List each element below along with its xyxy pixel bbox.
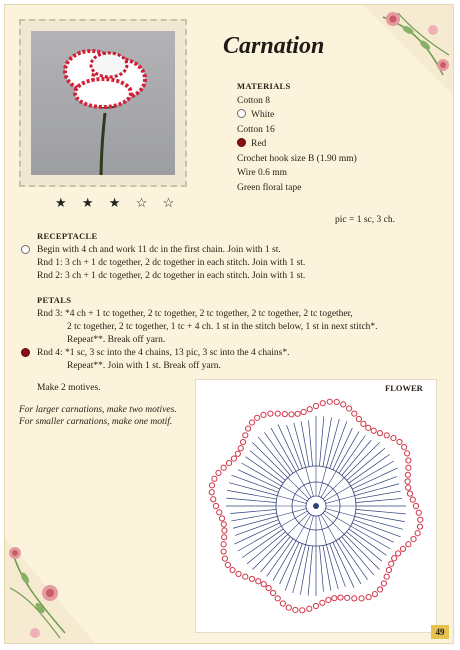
diagram-picot (389, 561, 394, 566)
diagram-picot (396, 551, 401, 556)
diagram-stitch (242, 529, 283, 558)
diagram-stitch (226, 498, 276, 502)
diagram-picot (391, 435, 396, 440)
diagram-picot (338, 595, 343, 600)
diagram-picot (256, 579, 261, 584)
diagram-picot (209, 483, 214, 488)
diagram-stitch (306, 467, 314, 496)
diagram-picot (418, 517, 423, 522)
diagram-picot (372, 592, 377, 597)
diagram-picot (249, 420, 254, 425)
diagram-picot (345, 595, 350, 600)
diagram-picot (347, 406, 352, 411)
diagram-picot (405, 451, 410, 456)
diagram-picot (236, 571, 241, 576)
diagram-picot (415, 531, 420, 536)
materials-heading: MATERIALS (237, 81, 291, 91)
diagram-picot (407, 491, 412, 496)
diagram-picot (216, 470, 221, 475)
photo-frame (19, 19, 187, 187)
diagram-stitch (301, 421, 309, 466)
diagram-picot (341, 402, 346, 407)
diagram-stitch (306, 516, 314, 545)
diagram-picot (222, 528, 227, 533)
receptacle-line: Begin with 4 ch and work 11 dc in the first chain. Join with 1 st. (37, 245, 281, 255)
diagram-picot (211, 497, 216, 502)
diagram-picot (249, 576, 254, 581)
diagram-picot (334, 399, 339, 404)
diagram-picot (392, 556, 397, 561)
diagram-stitch (230, 509, 276, 513)
diagram-picot (320, 401, 325, 406)
diagram-picot (245, 426, 250, 431)
diagram-stitch (347, 448, 385, 480)
diagram-picot (217, 510, 222, 515)
diagram-picot (366, 425, 371, 430)
diagram-picot (240, 439, 245, 444)
diagram-stitch (319, 467, 327, 496)
diagram-picot (406, 458, 411, 463)
diagram-picot (386, 567, 391, 572)
diagram-stitch (300, 545, 309, 594)
receptacle-line: Rnd 2: 3 ch + 1 dc together, 2 dc together in each stitch. Join with 1 st. (37, 271, 306, 281)
tape-label: Green floral tape (237, 182, 302, 193)
floral-corner-decoration-top (363, 5, 453, 95)
diagram-picot (377, 430, 382, 435)
diagram-stitch (227, 490, 276, 499)
cotton16-label: Cotton 16 (237, 124, 275, 135)
diagram-picot (405, 479, 410, 484)
page-number: 49 (431, 625, 449, 639)
diagram-stitch (277, 509, 306, 517)
diagram-picot (213, 503, 218, 508)
diagram-picot (400, 546, 405, 551)
diagram-picot (231, 456, 236, 461)
diagram-picot (222, 556, 227, 561)
diagram-picot (366, 595, 371, 600)
diagram-picot (417, 524, 422, 529)
diagram-picot (307, 606, 312, 611)
red-swatch-icon (237, 138, 246, 147)
diagram-picot (326, 597, 331, 602)
hook-label: Crochet hook size B (1.90 mm) (237, 153, 357, 164)
diagram-picot (300, 608, 305, 613)
diagram-picot (222, 535, 227, 540)
wire-label: Wire 0.6 mm (237, 168, 288, 178)
diagram-picot (371, 428, 376, 433)
diagram-picot (238, 446, 243, 451)
diagram-stitch (349, 454, 390, 483)
crochet-chart (196, 380, 436, 632)
diagram-picot (261, 412, 266, 417)
diagram-stitch (277, 496, 306, 504)
carnation-illustration (31, 31, 175, 175)
diagram-picot (295, 411, 300, 416)
size-note: For larger carnations, make two motives. (19, 405, 177, 415)
difficulty-stars: ★ ★ ★ ☆ ☆ (55, 195, 181, 210)
diagram-picot (411, 537, 416, 542)
diagram-picot (282, 412, 287, 417)
diagram-stitch (231, 513, 276, 521)
diagram-picot (377, 587, 382, 592)
diagram-picot (286, 605, 291, 610)
size-note: For smaller carnations, make one motif. (19, 417, 173, 427)
flower-diagram (195, 379, 437, 633)
diagram-picot (225, 562, 230, 567)
diagram-picot (266, 586, 271, 591)
white-color-row (237, 108, 357, 123)
petals-heading: PETALS (37, 295, 72, 305)
diagram-picot (243, 433, 248, 438)
petals-line: 2 tc together, 2 tc together, 1 tc + 4 ch. 1 st in the stitch below, 1 st in next stitch*. (67, 322, 378, 332)
diagram-stitch (352, 523, 394, 542)
diagram-picot (356, 416, 361, 421)
page (4, 4, 454, 644)
diagram-picot (209, 490, 214, 495)
diagram-picot (332, 596, 337, 601)
diagram-stitch (319, 546, 323, 592)
make-note: Make 2 motives. (37, 383, 101, 393)
red-label: Red (251, 139, 267, 149)
receptacle-heading: RECEPTACLE (37, 231, 98, 241)
diagram-stitch (333, 428, 352, 470)
diagram-picot (226, 460, 231, 465)
diagram-picot (275, 596, 280, 601)
diagram-picot (413, 503, 418, 508)
diagram-stitch (336, 432, 359, 472)
petals-line: Rnd 4: *1 sc, 3 sc into the 4 chains, 13 pic, 3 sc into the 4 chains*. (37, 348, 290, 358)
diagram-center (313, 503, 319, 509)
diagram-stitch (264, 432, 293, 473)
diagram-stitch (355, 513, 404, 522)
petals-line: Repeat**. Join with 1 st. Break off yarn. (67, 361, 221, 371)
petals-line: Repeat**. Break off yarn. (67, 335, 166, 345)
diagram-picot (261, 582, 266, 587)
cotton8-label: Cotton 8 (237, 95, 270, 106)
diagram-stitch (247, 532, 285, 564)
diagram-picot (405, 472, 410, 477)
diagram-picot (352, 596, 357, 601)
carnation-photo (31, 31, 175, 175)
diagram-stitch (342, 537, 374, 575)
diagram-stitch (356, 499, 402, 503)
diagram-picot (361, 421, 366, 426)
diagram-stitch (309, 420, 313, 466)
diagram-picot (313, 403, 318, 408)
materials-block (237, 79, 357, 195)
diagram-stitch (351, 526, 391, 549)
diagram-stitch (326, 509, 355, 517)
diagram-stitch (355, 491, 400, 499)
diagram-stitch (308, 546, 312, 596)
diagram-picot (270, 590, 275, 595)
diagram-picot (230, 567, 235, 572)
diagram-picot (416, 510, 421, 515)
diagram-picot (313, 603, 318, 608)
diagram-picot (384, 433, 389, 438)
diagram-stitch (238, 470, 280, 489)
diagram-stitch (326, 496, 355, 504)
diagram-picot (406, 542, 411, 547)
diagram-picot (402, 445, 407, 450)
petals-line: Rnd 3: *4 ch + 1 tc together, 2 tc together, 2 tc together, 2 tc together, 2 tc together, (37, 309, 353, 319)
diagram-stitch (242, 463, 282, 486)
diagram-stitch (280, 542, 299, 584)
diagram-stitch (319, 416, 323, 466)
diagram-picot (359, 596, 364, 601)
pic-note: pic = 1 sc, 3 ch. (335, 215, 395, 225)
diagram-picot (406, 465, 411, 470)
white-bullet-icon (21, 245, 30, 254)
diagram-picot (301, 409, 306, 414)
diagram-picot (219, 516, 224, 521)
diagram-picot (293, 607, 298, 612)
diagram-picot (384, 574, 389, 579)
diagram-picot (320, 600, 325, 605)
diagram-picot (275, 411, 280, 416)
diagram-picot (255, 415, 260, 420)
diagram-picot (243, 574, 248, 579)
diagram-picot (327, 399, 332, 404)
white-swatch-icon (237, 109, 246, 118)
red-bullet-icon (21, 348, 30, 357)
white-label: White (251, 110, 275, 120)
diagram-picot (221, 549, 226, 554)
diagram-picot (212, 476, 217, 481)
diagram-stitch (319, 516, 327, 545)
floral-corner-decoration-bottom (5, 538, 95, 643)
diagram-picot (406, 485, 411, 490)
diagram-picot (352, 411, 357, 416)
diagram-stitch (258, 437, 290, 475)
diagram-picot (397, 439, 402, 444)
diagram-picot (307, 407, 312, 412)
diagram-picot (410, 497, 415, 502)
diagram-stitch (273, 541, 296, 581)
diagram-stitch (356, 509, 406, 513)
diagram-picot (280, 601, 285, 606)
diagram-stitch (323, 545, 331, 590)
receptacle-line: Rnd 1: 3 ch + 1 dc together, 2 dc together in each stitch. Join with 1 st. (37, 258, 306, 268)
diagram-picot (268, 411, 273, 416)
diagram-stitch (339, 539, 368, 580)
diagram-picot (289, 412, 294, 417)
diagram-picot (221, 522, 226, 527)
diagram-stitch (323, 417, 332, 466)
diagram-label: FLOWER (385, 383, 423, 393)
red-color-row (237, 137, 357, 152)
diagram-picot (221, 465, 226, 470)
page-title: Carnation (223, 33, 325, 59)
diagram-picot (235, 451, 240, 456)
diagram-picot (381, 581, 386, 586)
diagram-picot (221, 542, 226, 547)
